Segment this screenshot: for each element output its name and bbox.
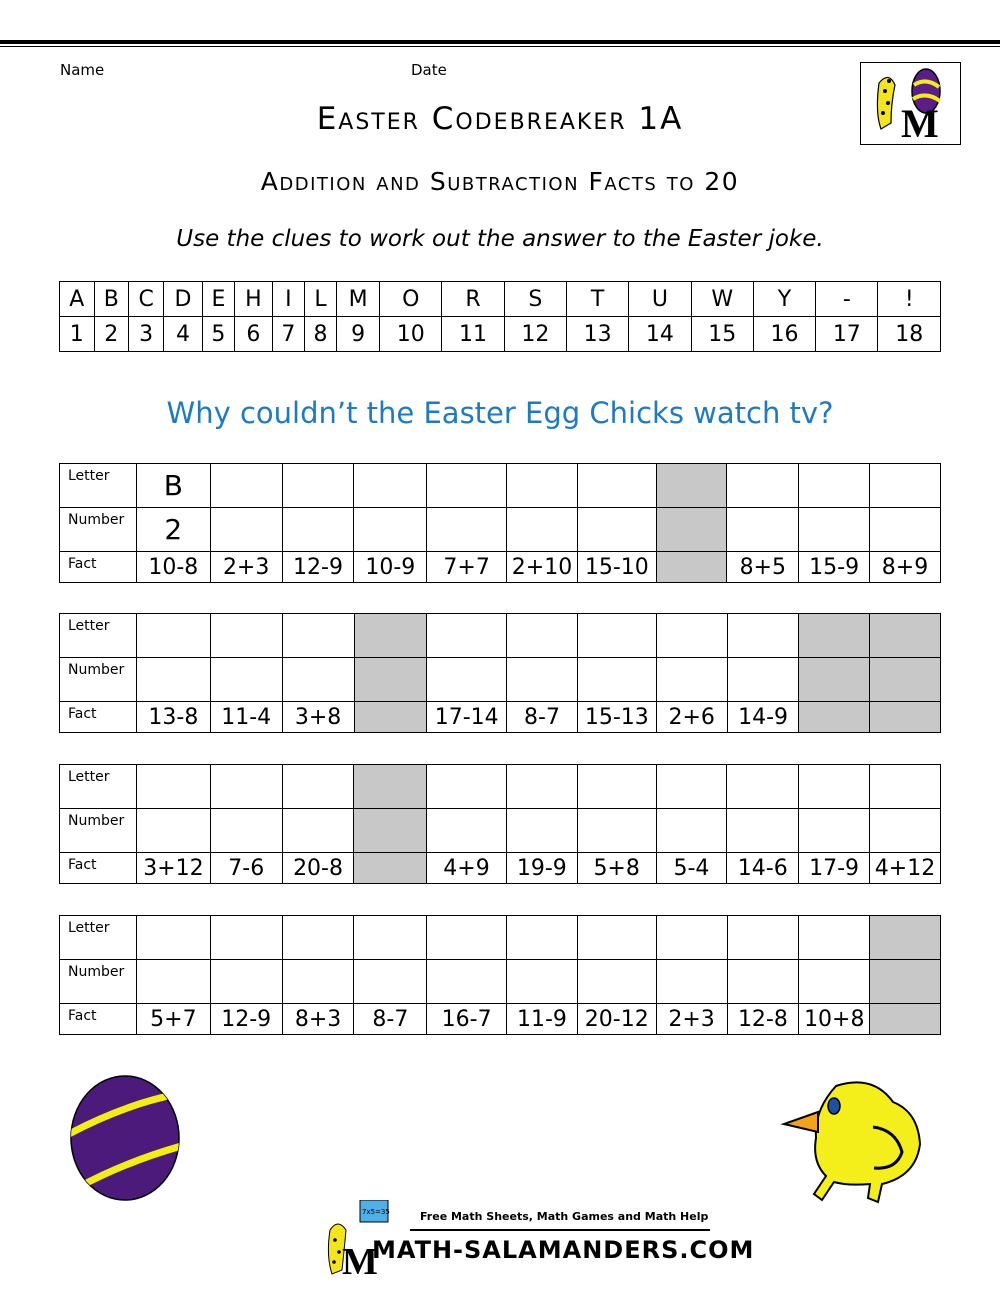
letter-cell[interactable] (727, 464, 799, 508)
number-cell[interactable] (870, 508, 941, 552)
number-cell[interactable] (282, 658, 354, 702)
code-letter-cell: ! (878, 282, 941, 317)
shaded-space-cell (354, 809, 427, 853)
row-label-number: Number (60, 658, 137, 702)
fact-cell: 8+5 (727, 552, 799, 583)
number-cell[interactable] (799, 960, 870, 1004)
row-label-letter: Letter (60, 464, 137, 508)
number-cell[interactable] (210, 809, 282, 853)
letter-cell[interactable] (136, 765, 210, 809)
number-cell[interactable] (282, 809, 354, 853)
code-letter-cell: Y (753, 282, 815, 317)
letter-cell[interactable] (354, 916, 427, 960)
fact-cell: 8+9 (870, 552, 941, 583)
number-cell[interactable] (210, 658, 282, 702)
letter-cell[interactable] (869, 765, 940, 809)
shaded-space-cell (870, 658, 941, 702)
number-cell[interactable] (727, 658, 799, 702)
footer-tagline: Free Math Sheets, Math Games and Math Help (420, 1210, 709, 1223)
number-cell[interactable] (427, 508, 507, 552)
code-number-cell: 5 (202, 317, 234, 352)
letter-cell[interactable] (210, 614, 282, 658)
grid-row-letter (60, 765, 941, 809)
fact-cell: 2+10 (507, 552, 578, 583)
shaded-space-cell (799, 614, 870, 658)
shaded-space-cell (870, 960, 941, 1004)
letter-cell[interactable] (727, 614, 799, 658)
code-letter-cell: D (164, 282, 203, 317)
fact-cell: 11-4 (210, 702, 282, 733)
code-number-cell: 18 (878, 317, 941, 352)
letter-cell[interactable] (577, 614, 656, 658)
grid-row-number (60, 809, 941, 853)
svg-text:M: M (342, 1241, 378, 1280)
row-label-number: Number (60, 508, 137, 552)
number-cell[interactable] (282, 508, 354, 552)
number-cell[interactable] (656, 809, 727, 853)
number-cell[interactable] (577, 809, 656, 853)
row-label-number: Number (60, 960, 137, 1004)
row-label-fact: Fact (60, 853, 137, 884)
code-letter-cell: A (60, 282, 95, 317)
date-label: Date (411, 61, 447, 79)
row-label-letter: Letter (60, 916, 137, 960)
code-number-cell: 15 (691, 317, 753, 352)
number-cell[interactable] (507, 508, 578, 552)
number-cell[interactable] (507, 960, 578, 1004)
shaded-space-cell (799, 658, 870, 702)
number-cell[interactable] (354, 960, 427, 1004)
letter-cell[interactable] (727, 916, 799, 960)
code-number-cell: 7 (272, 317, 304, 352)
fact-cell: 20-8 (282, 853, 354, 884)
number-cell[interactable] (506, 809, 577, 853)
row-label-fact: Fact (60, 552, 137, 583)
letter-cell[interactable] (577, 916, 656, 960)
grid-row-letter (60, 916, 941, 960)
fact-cell: 5+8 (577, 853, 656, 884)
grid-row-number (60, 508, 941, 552)
number-cell[interactable] (136, 658, 210, 702)
letter-cell[interactable] (727, 765, 799, 809)
letter-cell[interactable]: B (136, 464, 210, 508)
row-label-letter: Letter (60, 614, 137, 658)
fact-cell: 12-8 (727, 1004, 799, 1035)
number-cell[interactable] (427, 658, 507, 702)
letter-cell[interactable] (210, 916, 282, 960)
letter-cell[interactable] (507, 916, 578, 960)
code-number-cell: 10 (380, 317, 442, 352)
number-cell[interactable] (799, 809, 870, 853)
code-letter-cell: R (442, 282, 504, 317)
letter-cell[interactable] (799, 916, 870, 960)
shaded-space-cell (354, 614, 427, 658)
fact-cell: 12-9 (282, 552, 354, 583)
number-cell[interactable] (869, 809, 940, 853)
fact-cell: 20-12 (577, 1004, 656, 1035)
code-number-cell: 16 (753, 317, 815, 352)
easter-egg-image (67, 1073, 187, 1203)
fact-cell: 17-9 (799, 853, 870, 884)
number-cell[interactable] (210, 508, 282, 552)
fact-cell: 3+8 (282, 702, 354, 733)
grid-row-number (60, 658, 941, 702)
letter-cell[interactable] (506, 765, 577, 809)
number-cell[interactable] (427, 960, 507, 1004)
number-cell[interactable] (656, 658, 727, 702)
letter-cell[interactable] (282, 916, 354, 960)
letter-cell[interactable] (577, 464, 656, 508)
fact-cell: 19-9 (506, 853, 577, 884)
number-cell[interactable] (577, 960, 656, 1004)
shaded-space-cell (870, 614, 941, 658)
shaded-space-cell (656, 508, 727, 552)
number-cell[interactable] (799, 508, 870, 552)
row-label-number: Number (60, 809, 137, 853)
fact-cell: 14-9 (727, 702, 799, 733)
number-cell[interactable] (282, 960, 354, 1004)
number-cell[interactable] (727, 809, 799, 853)
fact-cell: 4+9 (427, 853, 507, 884)
code-letters-row (60, 282, 941, 317)
grid-row-letter (60, 464, 941, 508)
shaded-space-cell (870, 916, 941, 960)
letter-cell[interactable] (656, 916, 727, 960)
footer-site[interactable]: MATH-SALAMANDERS.COM (372, 1236, 755, 1264)
fact-cell: 15-10 (577, 552, 656, 583)
fact-cell: 8-7 (507, 702, 578, 733)
code-number-cell: 6 (235, 317, 273, 352)
fact-cell: 5+7 (136, 1004, 210, 1035)
fact-cell: 8+3 (282, 1004, 354, 1035)
svg-text:M: M (901, 101, 939, 144)
number-cell[interactable] (577, 658, 656, 702)
fact-cell: 3+12 (136, 853, 210, 884)
number-cell[interactable] (427, 809, 507, 853)
letter-cell[interactable] (210, 464, 282, 508)
fact-cell: 5-4 (656, 853, 727, 884)
instructions: Use the clues to work out the answer to the Easter joke. (176, 226, 824, 252)
code-numbers-row (60, 317, 941, 352)
number-cell[interactable] (656, 960, 727, 1004)
code-number-cell: 9 (337, 317, 380, 352)
code-letter-cell: H (235, 282, 273, 317)
shaded-space-cell (799, 702, 870, 733)
letter-cell[interactable] (427, 916, 507, 960)
code-number-cell: 2 (94, 317, 129, 352)
number-cell[interactable] (136, 809, 210, 853)
code-letter-cell: O (380, 282, 442, 317)
code-letter-cell: - (816, 282, 878, 317)
fact-cell: 7+7 (427, 552, 507, 583)
letter-cell[interactable] (282, 765, 354, 809)
answer-grid-4 (59, 915, 941, 1035)
fact-cell: 2+3 (656, 1004, 727, 1035)
worksheet-subtitle: Addition and Subtraction Facts to 20 (260, 167, 740, 196)
shaded-space-cell (870, 702, 941, 733)
footer-divider (410, 1228, 710, 1232)
letter-cell[interactable] (507, 614, 578, 658)
fact-cell: 17-14 (427, 702, 507, 733)
letter-cell[interactable] (210, 765, 282, 809)
letter-cell[interactable] (427, 765, 507, 809)
code-letter-cell: U (629, 282, 691, 317)
code-number-cell: 17 (816, 317, 878, 352)
top-rule (0, 40, 1000, 47)
shaded-space-cell (870, 1004, 941, 1035)
worksheet-title: Easter Codebreaker 1A (316, 101, 684, 137)
name-label: Name (60, 61, 105, 79)
row-label-letter: Letter (60, 765, 137, 809)
code-letter-cell: M (337, 282, 380, 317)
fact-cell: 2+3 (210, 552, 282, 583)
fact-cell: 8-7 (354, 1004, 427, 1035)
number-cell[interactable] (577, 508, 656, 552)
fact-cell: 2+6 (656, 702, 727, 733)
letter-cell[interactable] (799, 765, 870, 809)
letter-cell[interactable] (656, 765, 727, 809)
letter-cell[interactable] (282, 614, 354, 658)
answer-grid-2 (59, 613, 941, 733)
answer-grid-1 (59, 463, 941, 583)
code-letter-cell: L (304, 282, 336, 317)
code-letter-cell: E (202, 282, 234, 317)
code-number-cell: 3 (129, 317, 164, 352)
letter-cell[interactable] (282, 464, 354, 508)
code-letter-cell: B (94, 282, 129, 317)
code-letter-cell: T (566, 282, 628, 317)
row-label-fact: Fact (60, 1004, 137, 1035)
letter-cell[interactable] (870, 464, 941, 508)
letter-cell[interactable] (656, 614, 727, 658)
grid-row-letter (60, 614, 941, 658)
grid-row-fact (60, 702, 941, 733)
fact-cell: 10-8 (136, 552, 210, 583)
number-cell[interactable] (136, 960, 210, 1004)
code-key-table (59, 281, 941, 352)
answer-grid-3 (59, 764, 941, 884)
code-letter-cell: W (691, 282, 753, 317)
code-number-cell: 13 (566, 317, 628, 352)
code-number-cell: 8 (304, 317, 336, 352)
number-cell[interactable] (507, 658, 578, 702)
svg-text:7x5=35: 7x5=35 (362, 1208, 390, 1216)
fact-cell: 12-9 (210, 1004, 282, 1035)
shaded-space-cell (354, 702, 427, 733)
shaded-space-cell (354, 658, 427, 702)
joke-question: Why couldn’t the Easter Egg Chicks watch tv? (166, 396, 834, 430)
grid-row-fact (60, 853, 941, 884)
code-number-cell: 12 (504, 317, 566, 352)
fact-cell: 4+12 (869, 853, 940, 884)
fact-cell: 7-6 (210, 853, 282, 884)
fact-cell: 10+8 (799, 1004, 870, 1035)
shaded-space-cell (656, 464, 727, 508)
fact-cell: 15-9 (799, 552, 870, 583)
letter-cell[interactable] (427, 464, 507, 508)
letter-cell[interactable] (577, 765, 656, 809)
number-cell[interactable] (727, 960, 799, 1004)
fact-cell: 16-7 (427, 1004, 507, 1035)
shaded-space-cell (354, 853, 427, 884)
code-letter-cell: S (504, 282, 566, 317)
shaded-space-cell (354, 765, 427, 809)
code-letter-cell: C (129, 282, 164, 317)
number-cell[interactable] (727, 508, 799, 552)
number-cell[interactable] (210, 960, 282, 1004)
fact-cell: 11-9 (507, 1004, 578, 1035)
chick-image (778, 1072, 928, 1207)
grid-row-fact (60, 552, 941, 583)
letter-cell[interactable] (427, 614, 507, 658)
letter-cell[interactable] (507, 464, 578, 508)
code-number-cell: 14 (629, 317, 691, 352)
code-number-cell: 4 (164, 317, 203, 352)
fact-cell: 15-13 (577, 702, 656, 733)
letter-cell[interactable] (354, 464, 427, 508)
grid-row-number (60, 960, 941, 1004)
letter-cell[interactable] (136, 614, 210, 658)
row-label-fact: Fact (60, 702, 137, 733)
code-letter-cell: I (272, 282, 304, 317)
number-cell[interactable] (354, 508, 427, 552)
letter-cell[interactable] (799, 464, 870, 508)
code-number-cell: 1 (60, 317, 95, 352)
code-number-cell: 11 (442, 317, 504, 352)
number-cell[interactable]: 2 (136, 508, 210, 552)
fact-cell: 14-6 (727, 853, 799, 884)
fact-cell: 10-9 (354, 552, 427, 583)
fact-cell: 13-8 (136, 702, 210, 733)
grid-row-fact (60, 1004, 941, 1035)
letter-cell[interactable] (136, 916, 210, 960)
shaded-space-cell (656, 552, 727, 583)
